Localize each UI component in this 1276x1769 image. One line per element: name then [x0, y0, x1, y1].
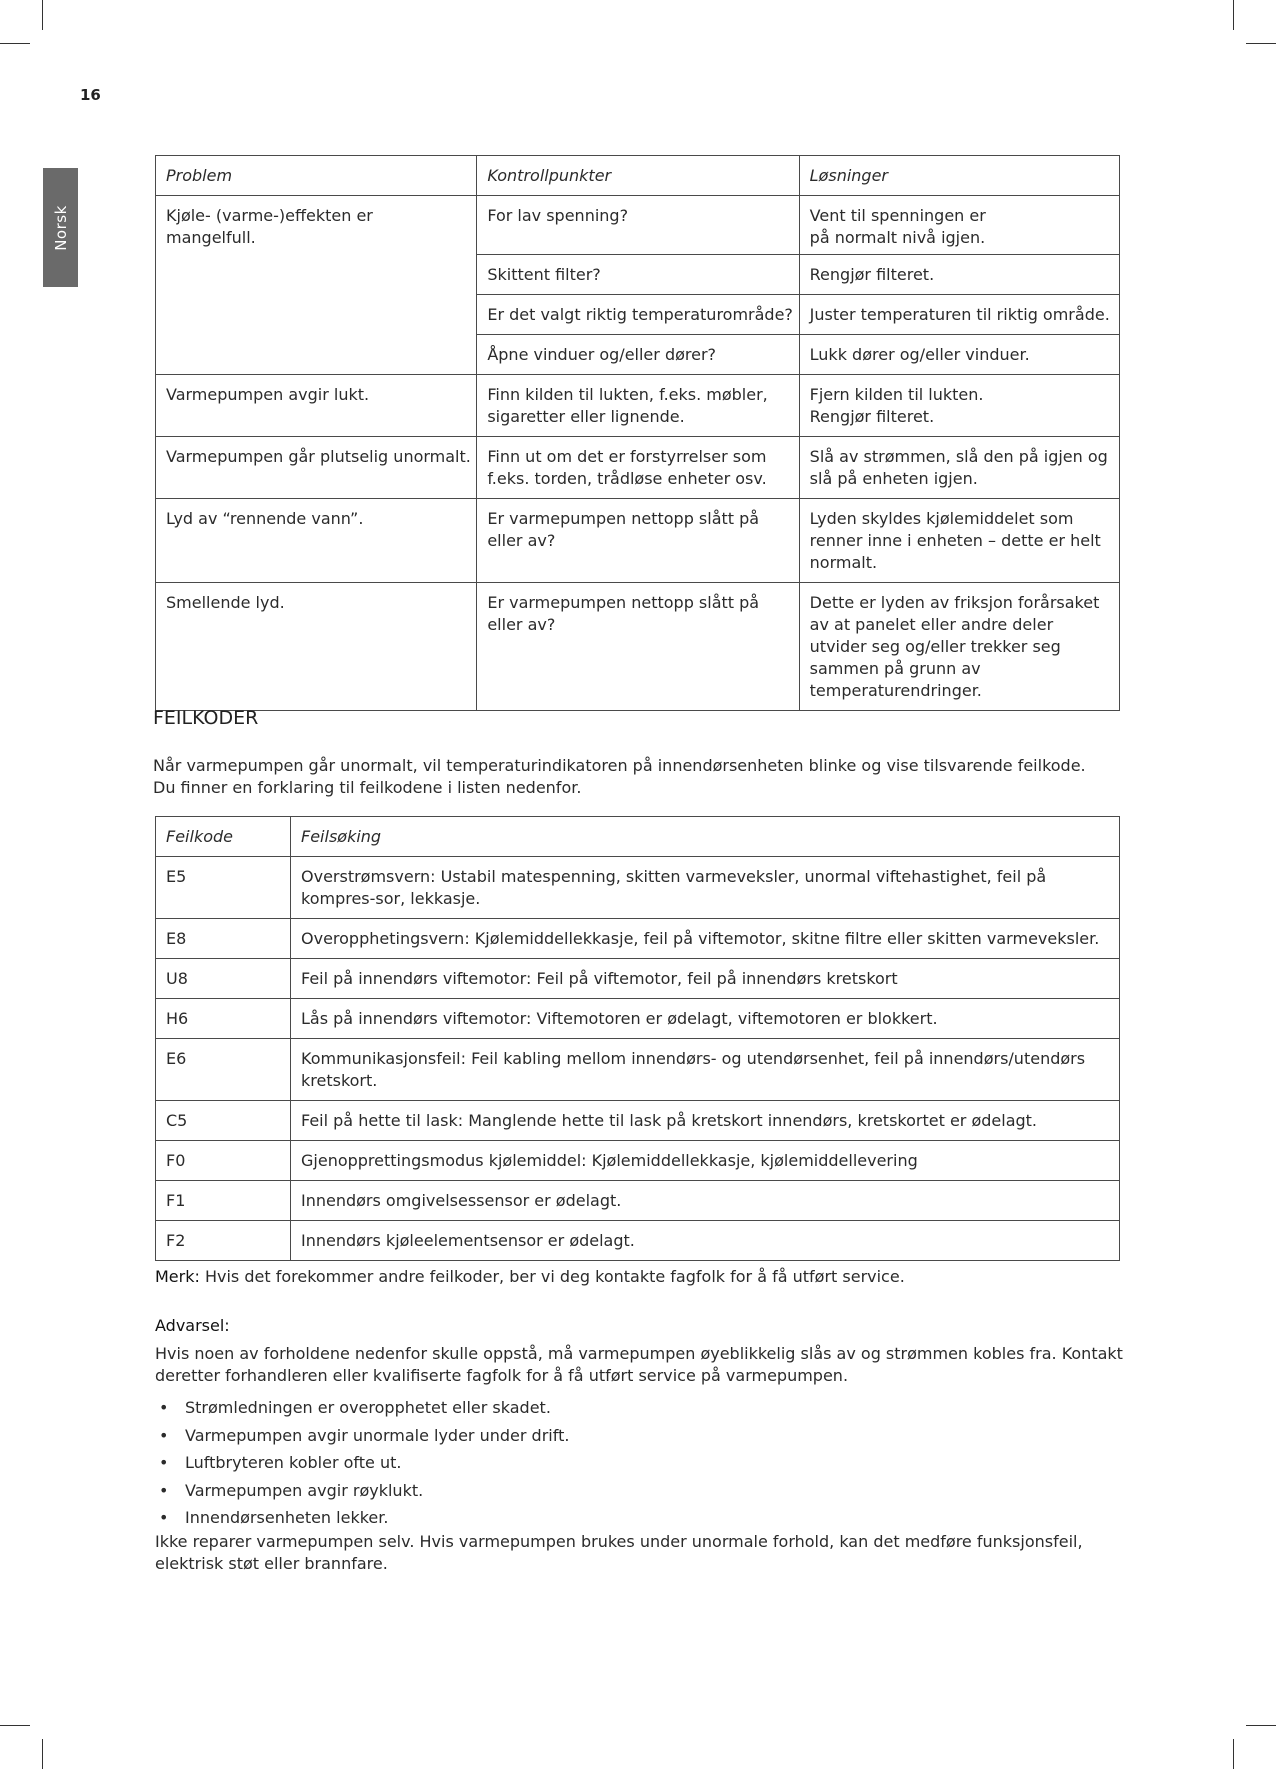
table-row: [156, 857, 1120, 919]
language-tab-label: Norsk: [51, 204, 70, 251]
list-item: [155, 1422, 569, 1450]
list-item-text: Strømledningen er overopphetet eller skadet.: [185, 1398, 551, 1417]
check-cell: Skittent filter?: [477, 255, 799, 295]
table-row: [156, 959, 1120, 999]
troubleshooting-table: [155, 155, 1120, 711]
solution-cell: Juster temperaturen til riktig område.: [799, 295, 1119, 335]
header-problem: Problem: [156, 156, 477, 196]
table-row: [156, 1181, 1120, 1221]
table-header-row: [156, 156, 1120, 196]
problem-cell: Varmepumpen avgir lukt.: [156, 375, 477, 437]
crop-mark: [42, 1739, 43, 1769]
error-description-cell: Overopphetingsvern: Kjølemiddellekkasje, feil på viftemotor, skitne filtre eller skitten varmeveksler.: [291, 919, 1120, 959]
table-row: [156, 1141, 1120, 1181]
header-solutions: Løsninger: [799, 156, 1119, 196]
table-row: [156, 196, 1120, 255]
bullet-glyph: •: [159, 1425, 169, 1445]
list-item: [155, 1394, 569, 1422]
list-item: [155, 1504, 569, 1532]
warning-bullet-list: [155, 1394, 569, 1532]
check-cell: Er det valgt riktig temperaturområde?: [477, 295, 799, 335]
table-row: [156, 1101, 1120, 1141]
table-row: [156, 437, 1120, 499]
table-row: [156, 1039, 1120, 1101]
section-title-error-codes: FEILKODER: [153, 707, 259, 729]
list-item-text: Luftbryteren kobler ofte ut.: [185, 1453, 402, 1472]
list-item: [155, 1477, 569, 1505]
error-code-cell: E5: [156, 857, 291, 919]
crop-mark: [0, 43, 30, 44]
check-cell: Finn ut om det er forstyrrelser som f.eks. torden, trådløse enheter osv.: [477, 437, 799, 499]
bullet-glyph: •: [159, 1453, 169, 1472]
note-text: Hvis det forekommer andre feilkoder, ber vi deg kontakte fagfolk for å få utført service.: [199, 1267, 905, 1286]
header-checkpoints: Kontrollpunkter: [477, 156, 799, 196]
header-error-code: Feilkode: [156, 817, 291, 857]
list-item-text: Innendørsenheten lekker.: [185, 1508, 389, 1527]
warning-closing-text: Ikke reparer varmepumpen selv. Hvis varmepumpen brukes under unormale forhold, kan det medføre funksjonsfeil, elektrisk støt eller brannfare.: [155, 1532, 1083, 1573]
header-troubleshooting: Feilsøking: [291, 817, 1120, 857]
problem-cell: Kjøle- (varme-)effekten er mangelfull.: [156, 196, 477, 375]
crop-mark: [1246, 43, 1276, 44]
warning-title: Advarsel:: [155, 1316, 230, 1335]
solution-cell: Slå av strømmen, slå den på igjen og slå på enheten igjen.: [799, 437, 1119, 499]
error-codes-intro: Når varmepumpen går unormalt, vil temperaturindikatoren på innendørsenheten blinke og vise tilsvarende feilkode. Du finner en forklaring til feilkodene i listen nedenfor.: [153, 756, 1086, 797]
solution-cell: Lyden skyldes kjølemiddelet som renner inne i enheten – dette er helt normalt.: [799, 499, 1119, 583]
error-code-cell: F2: [156, 1221, 291, 1261]
bullet-glyph: •: [159, 1508, 169, 1527]
language-tab: [43, 168, 78, 287]
list-item: [155, 1449, 569, 1477]
table-row: [156, 499, 1120, 583]
table-row: [156, 375, 1120, 437]
solution-cell: Vent til spenningen er på normalt nivå igjen.: [799, 196, 1119, 255]
check-cell: Finn kilden til lukten, f.eks. møbler, sigaretter eller lignende.: [477, 375, 799, 437]
solution-cell: Fjern kilden til lukten. Rengjør filteret.: [799, 375, 1119, 437]
check-cell: For lav spenning?: [477, 196, 799, 255]
error-code-cell: F1: [156, 1181, 291, 1221]
table-row: [156, 583, 1120, 711]
table-row: [156, 1221, 1120, 1261]
warning-text: Hvis noen av forholdene nedenfor skulle oppstå, må varmepumpen øyeblikkelig slås av og strømmen kobles fra. Kontakt deretter forhandleren eller kvalifiserte fagfolk for å få utført service på varmepumpen.: [155, 1344, 1123, 1385]
error-description-cell: Innendørs kjøleelementsensor er ødelagt.: [291, 1221, 1120, 1261]
error-code-cell: H6: [156, 999, 291, 1039]
problem-cell: Varmepumpen går plutselig unormalt.: [156, 437, 477, 499]
solution-cell: Lukk dører og/eller vinduer.: [799, 335, 1119, 375]
bullet-glyph: •: [159, 1480, 169, 1500]
crop-mark: [0, 1725, 30, 1726]
check-cell: Er varmepumpen nettopp slått på eller av?: [477, 499, 799, 583]
error-code-cell: F0: [156, 1141, 291, 1181]
error-code-table: [155, 816, 1120, 1261]
error-description-cell: Feil på hette til lask: Manglende hette til lask på kretskort innendørs, kretskortet er ødelagt.: [291, 1101, 1120, 1141]
error-code-cell: E6: [156, 1039, 291, 1101]
error-description-cell: Gjenopprettingsmodus kjølemiddel: Kjølemiddellekkasje, kjølemiddellevering: [291, 1141, 1120, 1181]
list-item-text: Varmepumpen avgir røyklukt.: [185, 1480, 424, 1500]
crop-mark: [1233, 1739, 1234, 1769]
note-label: Merk:: [155, 1267, 200, 1286]
bullet-glyph: •: [159, 1398, 169, 1417]
table-header-row: [156, 817, 1120, 857]
error-description-cell: Lås på innendørs viftemotor: Viftemotoren er ødelagt, viftemotoren er blokkert.: [291, 999, 1120, 1039]
check-cell: Er varmepumpen nettopp slått på eller av?: [477, 583, 799, 711]
list-item-text: Varmepumpen avgir unormale lyder under drift.: [185, 1425, 570, 1445]
error-code-cell: U8: [156, 959, 291, 999]
problem-cell: Smellende lyd.: [156, 583, 477, 711]
check-cell: Åpne vinduer og/eller dører?: [477, 335, 799, 375]
solution-cell: Rengjør filteret.: [799, 255, 1119, 295]
problem-cell: Lyd av “rennende vann”.: [156, 499, 477, 583]
error-code-cell: E8: [156, 919, 291, 959]
crop-mark: [42, 0, 43, 30]
table-row: [156, 919, 1120, 959]
table-row: [156, 999, 1120, 1039]
crop-mark: [1246, 1725, 1276, 1726]
crop-mark: [1233, 0, 1234, 30]
page-number: 16: [80, 86, 101, 104]
solution-cell: Dette er lyden av friksjon forårsaket av at panelet eller andre deler utvider seg og/eller trekker seg sammen på grunn av temperaturendringer.: [799, 583, 1119, 711]
error-description-cell: Innendørs omgivelsessensor er ødelagt.: [291, 1181, 1120, 1221]
error-description-cell: Overstrømsvern: Ustabil matespenning, skitten varmeveksler, unormal viftehastighet, feil på kompres-sor, lekkasje.: [291, 857, 1120, 919]
error-code-cell: C5: [156, 1101, 291, 1141]
error-description-cell: Feil på innendørs viftemotor: Feil på viftemotor, feil på innendørs kretskort: [291, 959, 1120, 999]
service-note: [155, 1266, 1125, 1288]
error-description-cell: Kommunikasjonsfeil: Feil kabling mellom innendørs- og utendørsenhet, feil på innendørs/utendørs kretskort.: [291, 1039, 1120, 1101]
